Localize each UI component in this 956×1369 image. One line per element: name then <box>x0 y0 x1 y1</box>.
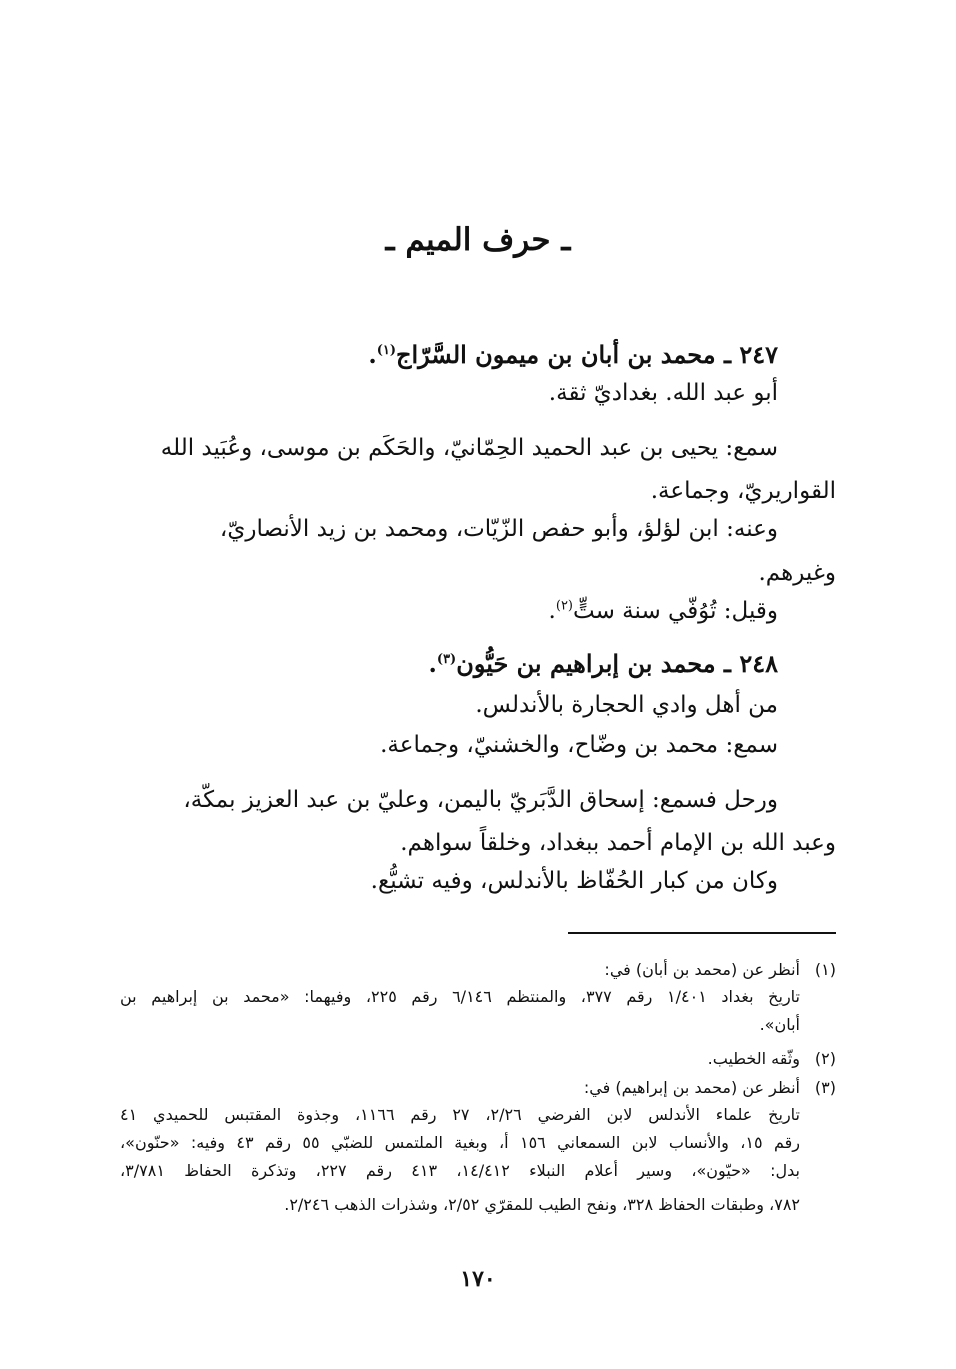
death-end: . <box>548 598 556 624</box>
entry-line: من أهل وادي الحجارة بالأندلس. <box>475 692 778 718</box>
entry-heading-text: ٢٤٨ ـ محمد بن إبراهيم بن حَيُّون <box>456 649 778 678</box>
footnote-line: أبان». <box>759 1015 800 1034</box>
footnote-line: أنظر عن (محمد بن أبان) في: <box>604 960 800 979</box>
footnote-ref: (٣) <box>436 652 457 667</box>
footnote-ref: (١) <box>376 343 397 358</box>
entry-heading <box>368 340 778 369</box>
footnote-number: (١) <box>814 960 836 979</box>
entry-line: أبو عبد الله. بغداديّ ثقة. <box>548 380 778 406</box>
death-text: وقيل: تُوُفّي سنة ستٍّ <box>573 598 778 624</box>
footnote-line: بدل: «حيّون»، وسير أعلام النبلاء ١٤/٤١٢، ٤١٣ رقم ٢٢٧، وتذكرة الحفاظ ٣/٧٨١، <box>120 1161 800 1180</box>
footnote-line: رقم ١٥، والأنساب لابن السمعاني ١٥٦ أ، وبغية الملتمس للضبّي ٥٥ رقم ٤٣ وفيه: «حنّون»، <box>120 1133 800 1152</box>
page-number: ١٧٠ <box>460 1266 496 1292</box>
entry-line: القواريريّ، وجماعة. <box>650 478 836 504</box>
entry-heading-end: . <box>428 649 437 678</box>
entry-line: سمع: محمد بن وضّاح، والخشنيّ، وجماعة. <box>380 732 778 758</box>
entry-line: وعنه: ابن لؤلؤ، وأبو حفص الزّيّات، ومحمد بن زيد الأنصاريّ، <box>219 516 778 542</box>
entry-line: ورحل فسمع: إسحاق الدَّبَريّ باليمن، وعليّ بن عبد العزيز بمكّة، <box>183 787 778 813</box>
entry-heading-text: ٢٤٧ ـ محمد بن أبان بن ميمون السَّرّاج <box>396 340 778 369</box>
footnote-number: (٣) <box>814 1078 836 1097</box>
footnote-ref: (٢) <box>555 598 573 614</box>
entry-heading <box>429 649 778 678</box>
entry-line: سمع: يحيى بن عبد الحميد الحِمّانيّ، والحَكَم بن موسى، وعُبَيد الله <box>160 435 778 461</box>
footnote-line: تاريخ بغداد ١/٤٠١ رقم ٣٧٧، والمنتظم ٦/١٤٦ رقم ٢٢٥، وفيهما: «محمد بن إبراهيم بن <box>120 987 800 1006</box>
footnote-divider <box>568 932 836 934</box>
entry-line: وغيرهم. <box>758 560 836 586</box>
footnote-line: أنظر عن (محمد بن إبراهيم) في: <box>583 1078 800 1097</box>
footnote-line: تاريخ علماء الأندلس لابن الفرضي ٢/٢٦، ٢٧ رقم ١١٦٦، وجذوة المقتبس للحميدي ٤١ <box>120 1105 801 1124</box>
entry-line: وعبد الله بن الإمام أحمد ببغداد، وخلقاً سواهم. <box>400 830 836 856</box>
entry-heading-end: . <box>368 340 377 369</box>
footnote-line: ٧٨٢، وطبقات الحفاظ ٣٢٨، ونفح الطيب للمقرّي ٢/٥٢، وشذرات الذهب ٢/٢٤٦. <box>284 1195 800 1214</box>
footnote-number: (٢) <box>814 1049 836 1068</box>
footnote-line: وثّقه الخطيب. <box>707 1049 800 1068</box>
section-title: ـ حرف الميم ـ <box>385 222 571 258</box>
entry-line: وكان من كبار الحُفّاظ بالأندلس، وفيه تشيُّع. <box>370 868 778 894</box>
entry-death-line <box>549 598 778 624</box>
